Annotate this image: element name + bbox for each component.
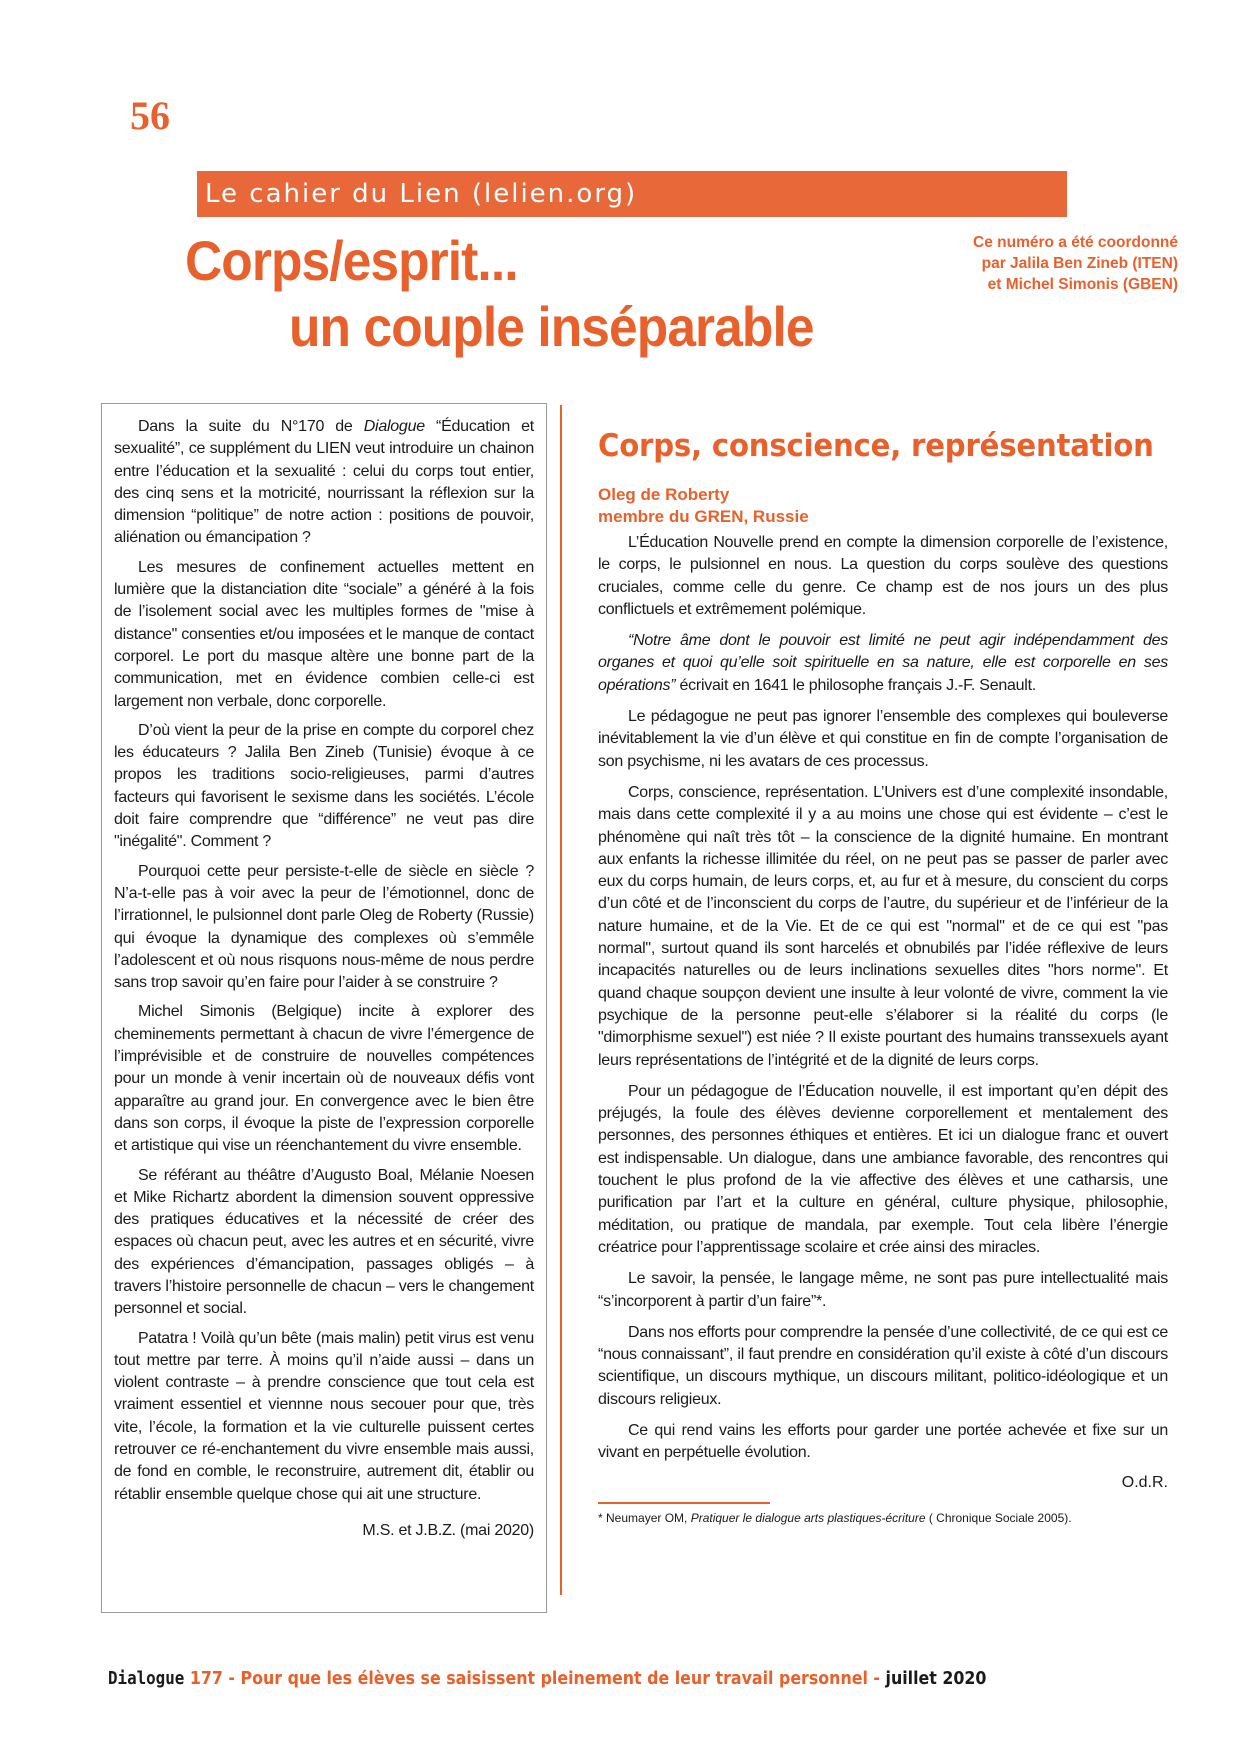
footnote (598, 1510, 1168, 1526)
footer-issue: 177 (189, 1668, 223, 1689)
article-quote-paragraph (598, 630, 1168, 697)
article-paragraph-5: Pour un pédagogue de l’Éducation nouvelle, il est important qu’en dépit des préjugés, la foule des élèves devienne corporellement et mentalement des personnes, des personnes éthiques et entières. Et ici un dialogue franc et ouvert est indispensable. Un dialogue, dans une ambiance favorable, des rencontres qui touchent le plus profond de la vie affective des élèves et une catharsis, une purification par l’art et la culture en général, culture physique, philosophie, méditation, ou pratique de mandala, par exemple. Tout cela libère l’énergie créatrice pour l’apprentissage scolaire et crée ainsi des miracles. (598, 1082, 1168, 1256)
footer-theme: - Pour que les élèves se saisissent pleinement de leur travail personnel - (228, 1668, 881, 1689)
article-paragraph-3: Le pédagogue ne peut pas ignorer l’ensemble des complexes qui bouleverse inévitablement la vie d’un élève et qui constitue en fin de compte l’organisation de son psychisme, ni les avatars de ces processus. (598, 708, 1168, 770)
footnote-book-title: Pratiquer le dialogue arts plastiques-écriture (690, 1510, 926, 1525)
article-paragraph-4: Corps, conscience, représentation. L’Univers est d’une complexité insondable, mais dans cette complexité il y a au moins une chose qui est évidente – c’est le phénomène qui naît très tôt – la conscience de la dignité humaine. En montrant aux enfants la richesse illimitée du réel, on ne peut pas se passer de parler avec eux du corps humain, de leurs corps, et, au fur et à mesure, du conscient du corps d’un côté et de l’inconscient du corps de l’autre, du supérieur et de l’inférieur de la nature humaine, et de la Vie. Et de ce qui est "normal" et de ce qui est "pas normal", surtout quand ils sont harcelés et obnubilés par l’idée réflexive de leurs incapacités naturelles ou de leurs inclinations sexuelles dites "hors norme". Et quand chaque soupçon devient une insulte à leur volonté de vivre, comment la vie psychique de la personne peut-elle s’élaborer si la réalité du corps (le "dimorphisme sexuel") est niée ? Il existe pourtant des humains transsexuels ayant leurs représentations de l’intégrité et de la dignité de leurs corps. (598, 783, 1168, 1069)
intro-paragraph-7: Patatra ! Voilà qu’un bête (mais malin) petit virus est venu tout mettre par terre. À moins qu’il n’aide aussi – dans un violent contraste – à prendre conscience que tout cela est vraiment essentiel et viennne nous secouer pour que, très vite, l’école, la formation et la vie culturelle puissent certes retrouver ce ré-enchantement du vivre ensemble mais aussi, de fond en comble, le reconstruire, autrement dit, établir ou rétablir ensemble quelque chose qui ait une structure. (114, 1329, 534, 1503)
coordination-line-1: Ce numéro a été coordonné (973, 234, 1178, 251)
article-quote: “Notre âme dont le pouvoir est limité ne peut agir indépendamment des organes et quoi qu’elle soit spirituelle en sa nature, elle est corporelle en ses opérations” (598, 632, 1168, 694)
coordination-line-3: et Michel Simonis (GBEN) (987, 276, 1178, 293)
intro-p1-start: Dans la suite du N°170 de (138, 418, 364, 435)
footnote-rule (598, 1502, 770, 1504)
article-paragraph-1: L’Éducation Nouvelle prend en compte la dimension corporelle de l’existence, le corps, le pulsionnel en nous. La question du corps soulève des questions cruciales, comme celle du genre. Ce champ est de nos jours un des plus conflictuels et extrêmement polémique. (598, 534, 1168, 618)
intro-paragraph-2: Les mesures de confinement actuelles mettent en lumière que la distanciation dite “sociale” a généré à la fois de l’isolement social avec les multiples formes de "mise à distance" consenties et/ou imposées et le manque de contact corporel. Le port du masque altère une bonne part de la communication, met en évidence combien celle-ci est largement non verbale, donc corporelle. (114, 558, 534, 710)
intro-paragraph-1 (114, 416, 534, 550)
intro-box (101, 403, 547, 1613)
intro-paragraph-6: Se référant au théâtre d’Augusto Boal, Mélanie Noesen et Mike Richartz abordent la dimension souvent oppressive des pratiques éducatives et la nécessité de créer des espaces où chacun peut, avec les autres et en sécurité, vivre des expériences d’émancipation, passages obligés – à travers l’histoire personnelle de chacun – vers le changement personnel et social. (114, 1166, 534, 1318)
page-number: 56 (130, 93, 170, 138)
footer-magazine: Dialogue (108, 1668, 185, 1689)
footer-date: juillet 2020 (885, 1668, 987, 1689)
coordination-credit (878, 232, 1178, 295)
author-name: Oleg de Roberty (598, 485, 730, 504)
page-footer (108, 1668, 1041, 1689)
title-line-2: un couple inséparable (288, 295, 814, 358)
intro-signature: M.S. et J.B.Z. (mai 2020) (362, 1521, 534, 1539)
article-title: Corps, conscience, représentation (598, 428, 1154, 464)
article-paragraph-7: Dans nos efforts pour comprendre la pensée d’une collectivité, de ce qui est ce “nous connaissant”, il faut prendre en considération qu’il existe à côté d’un discours scientifique, un discours mythique, un discours militant, politico-idéologique et un discours religieux. (598, 1323, 1168, 1408)
intro-p1-dialogue: Dialogue (363, 418, 425, 435)
article-signature: O.d.R. (1121, 1473, 1168, 1491)
article-paragraph-8: Ce qui rend vains les efforts pour garder une portée achevée et fixe sur un vivant en perpétuelle évolution. (598, 1421, 1168, 1462)
intro-paragraph-3: D’où vient la peur de la prise en compte du corporel chez les éducateurs ? Jalila Ben Zineb (Tunisie) évoque à ce propos les traditions socio-religieuses, parmi d’autres facteurs qui favorisent le sexisme dans les sociétés. L’école doit faire comprendre que “différence” ne veut pas dire "inégalité". Comment ? (114, 721, 534, 851)
article-paragraph-6: Le savoir, la pensée, le langage même, ne sont pas pure intellectualité mais “s’incorporent à partir d’un faire”*. (598, 1270, 1168, 1310)
author-role: membre du GREN, Russie (598, 507, 809, 526)
title-line-1: Corps/esprit... (185, 229, 518, 292)
intro-p1-end: “Éducation et sexualité”, ce supplément du LIEN veut introduire un chainon entre l’éducation et la sexualité : celui du corps tout entier, des cinq sens et la motricité, nourrissant la réflexion sur la dimension “politique” de notre action : positions de pouvoir, aliénation ou émancipation ? (114, 418, 534, 547)
article-column (598, 428, 1168, 1526)
section-banner: Le cahier du Lien (lelien.org) (197, 171, 1067, 217)
coordination-line-2: par Jalila Ben Zineb (ITEN) (981, 255, 1178, 272)
footnote-end: ( Chronique Sociale 2005). (925, 1510, 1072, 1525)
column-divider (560, 405, 562, 1595)
article-author (598, 484, 1168, 528)
article-quote-tail: écrivait en 1641 le philosophe français J.-F. Senault. (675, 676, 1036, 694)
footnote-start: * Neumayer OM, (598, 1510, 691, 1525)
intro-paragraph-4: Pourquoi cette peur persiste-t-elle de siècle en siècle ? N’a-t-elle pas à voir avec la peur de l’émotionnel, donc de l’irrationnel, le pulsionnel dont parle Oleg de Roberty (Russie) qui évoque la dynamique des complexes où s’emmêle l’adolescent et où nous risquons nous-même de nous perdre sans trop savoir qu’en faire pour l’aider à se construire ? (114, 862, 534, 992)
page-title (185, 228, 884, 360)
intro-paragraph-5: Michel Simonis (Belgique) incite à explorer des cheminements permettant à chacun de vivre l’émergence de l’imprévisible et de construire de nouvelles compétences pour un monde à venir incertain où de nouveaux défis vont apparaître au grand jour. En convergence avec le bien être dans son corps, il évoque la piste de l’expression corporelle et artistique qui vise un réenchantement du vivre ensemble. (114, 1003, 534, 1155)
